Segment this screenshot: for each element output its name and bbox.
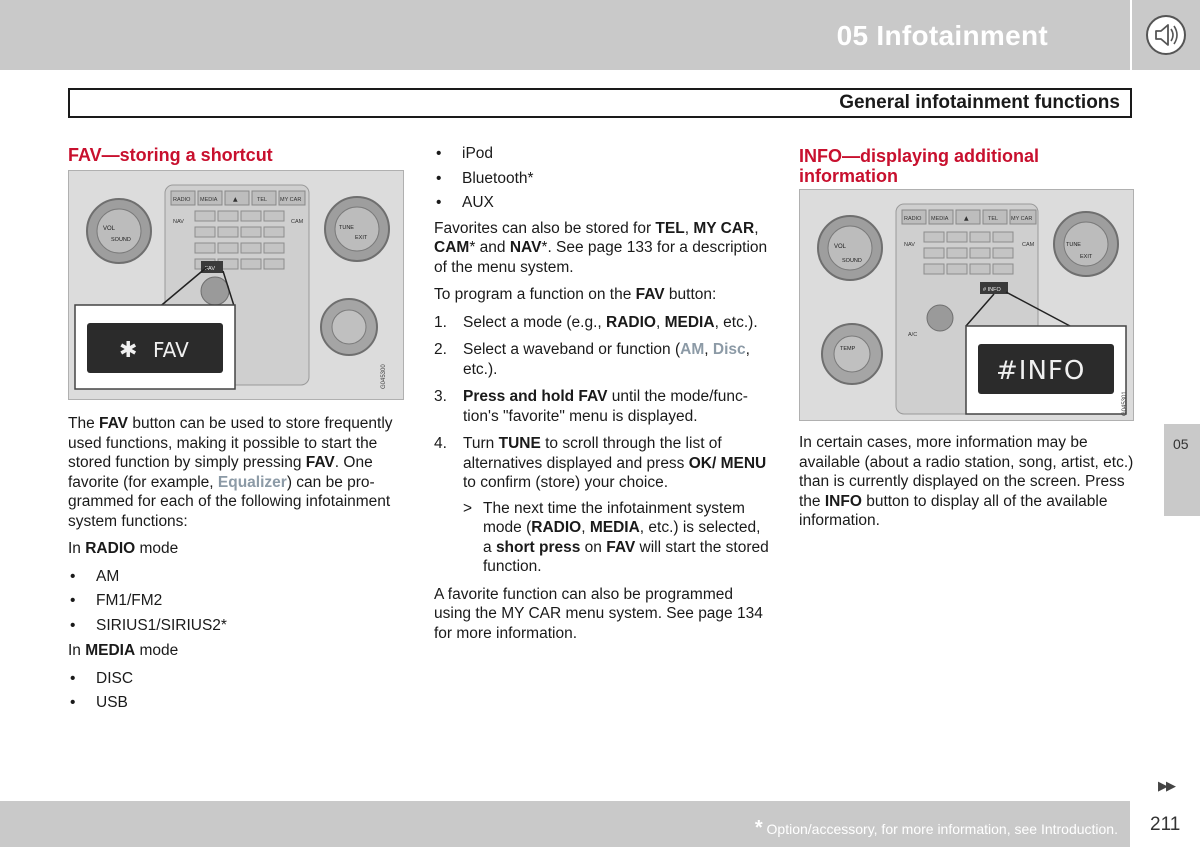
panel-btn-media: MEDIA (931, 216, 949, 222)
right-knob-tune: TUNE (1066, 242, 1081, 248)
side-label-nav: NAV (173, 219, 184, 225)
info-heading: INFO—displaying additional information (799, 146, 1040, 186)
media-list-more (434, 144, 770, 213)
list-item: • Bluetooth* (436, 169, 534, 187)
middle-column (434, 144, 770, 651)
fav-callout-label: FAV (153, 338, 189, 362)
radio-mode-label: In RADIO mode (68, 540, 179, 557)
speaker-icon (1145, 14, 1187, 56)
panel-btn-radio: RADIO (173, 197, 191, 203)
left-knob-sound: SOUND (111, 237, 131, 243)
program-steps (434, 313, 770, 577)
fav-callout-asterisk-icon: ✱ (119, 338, 138, 363)
step-4-result: > The next time the infotainment system mode (RADIO, MEDIA, etc.) is selected, a short press on FAV will start the stored function. (463, 499, 769, 575)
fav-figure (68, 170, 404, 400)
right-knob-tune: TUNE (339, 225, 354, 231)
continue-arrow-icon: ▶▶ (1158, 778, 1174, 793)
section-bar (68, 88, 1132, 118)
panel-top-buttons (171, 191, 305, 205)
favorites-more-text: Favorites can also be stored for TEL, MY CAR, CAM* and NAV*. See page 133 for a description of the menu system. (434, 219, 768, 276)
side-label-cam: CAM (1022, 242, 1035, 248)
step-1: 1. Select a mode (e.g., RADIO, MEDIA, etc.). (434, 313, 758, 331)
panel-top-buttons (902, 210, 1036, 224)
footnote: * Option/accessory, for more information, see Introduction. (754, 817, 1118, 839)
temp-label: TEMP (840, 346, 856, 352)
left-knob-vol: VOL (834, 244, 847, 250)
fav-intro: The FAV button can be used to store frequently used functions, making it possible to start the stored function by simply pressing FAV. One favorite (for example, Equalizer) can be pro-grammed for each of the following infotainment system functions: (68, 415, 393, 530)
radio-list (68, 567, 404, 636)
page-number: 211 (1150, 814, 1181, 835)
equalizer-link[interactable]: Equalizer (217, 473, 287, 491)
list-item: • FM1/FM2 (70, 592, 163, 609)
list-item: • AM (70, 567, 120, 585)
panel-btn-up: ▲ (233, 196, 238, 203)
left-column (68, 145, 403, 165)
step-3: 3. Press and hold FAV until the mode/func-tion's "favorite" menu is displayed. (434, 388, 748, 425)
list-item: • DISC (70, 669, 134, 687)
panel-btn-mycar: MY CAR (280, 197, 302, 203)
chapter-icon-box (1132, 0, 1200, 70)
panel-btn-tel: TEL (988, 216, 999, 222)
left-body (68, 414, 404, 719)
info-callout-label: #INFO (996, 356, 1086, 386)
fav-small-label: FAV (205, 266, 215, 272)
step-4: 4. Turn TUNE to scroll through the list of alternatives displayed and press OK/ MENU to confirm (store) your choice. > The next time the infotainment system mode (RADIO, MEDIA, etc.) is selected, a short press on FAV will start the stored function. (434, 435, 769, 575)
left-knob-sound: SOUND (842, 258, 862, 264)
header-band (0, 0, 1130, 70)
media-mode-label: In MEDIA mode (68, 642, 179, 659)
side-label-ac: A/C (908, 332, 918, 338)
info-figure-code: G045301 (1122, 391, 1128, 416)
chapter-side-tab-label: 05 (1173, 436, 1189, 452)
list-item: • USB (70, 694, 128, 711)
step-2: 2. Select a waveband or function (AM, Disc, etc.). (434, 341, 750, 378)
panel-btn-radio: RADIO (904, 216, 922, 222)
panel-btn-tel: TEL (257, 197, 268, 203)
section-title: General infotainment functions (839, 92, 1120, 113)
list-item: • SIRIUS1/SIRIUS2* (70, 616, 227, 634)
info-figure (799, 189, 1134, 421)
side-label-cam: CAM (291, 219, 304, 225)
media-list (68, 669, 404, 713)
program-intro: To program a function on the FAV button: (434, 286, 717, 303)
chapter-title: 05 Infotainment (836, 20, 1048, 51)
fav-figure-code: G045300 (381, 364, 387, 389)
left-knob-vol: VOL (103, 226, 116, 232)
chapter-side-tab (1164, 424, 1200, 516)
panel-btn-media: MEDIA (200, 197, 218, 203)
right-knob-exit: EXIT (355, 235, 368, 241)
right-knob-exit: EXIT (1080, 254, 1093, 260)
right-column (799, 146, 1134, 186)
panel-btn-mycar: MY CAR (1011, 216, 1033, 222)
info-text: In certain cases, more information may be available (about a radio station, song, artist, etc.) than is currently displayed on the screen. Press the INFO button to display all of the available information. (799, 434, 1134, 529)
fav-heading: FAV—storing a shortcut (68, 145, 273, 165)
info-small-label: # INFO (983, 287, 1001, 293)
panel-btn-up: ▲ (964, 215, 969, 222)
list-item: • iPod (436, 145, 494, 162)
side-label-nav: NAV (904, 242, 915, 248)
list-item: • AUX (436, 194, 494, 211)
footer-band (0, 801, 1130, 847)
right-body (799, 433, 1137, 539)
closing-text: A favorite function can also be programmed using the MY CAR menu system. See page 134 for more information. (434, 585, 763, 642)
